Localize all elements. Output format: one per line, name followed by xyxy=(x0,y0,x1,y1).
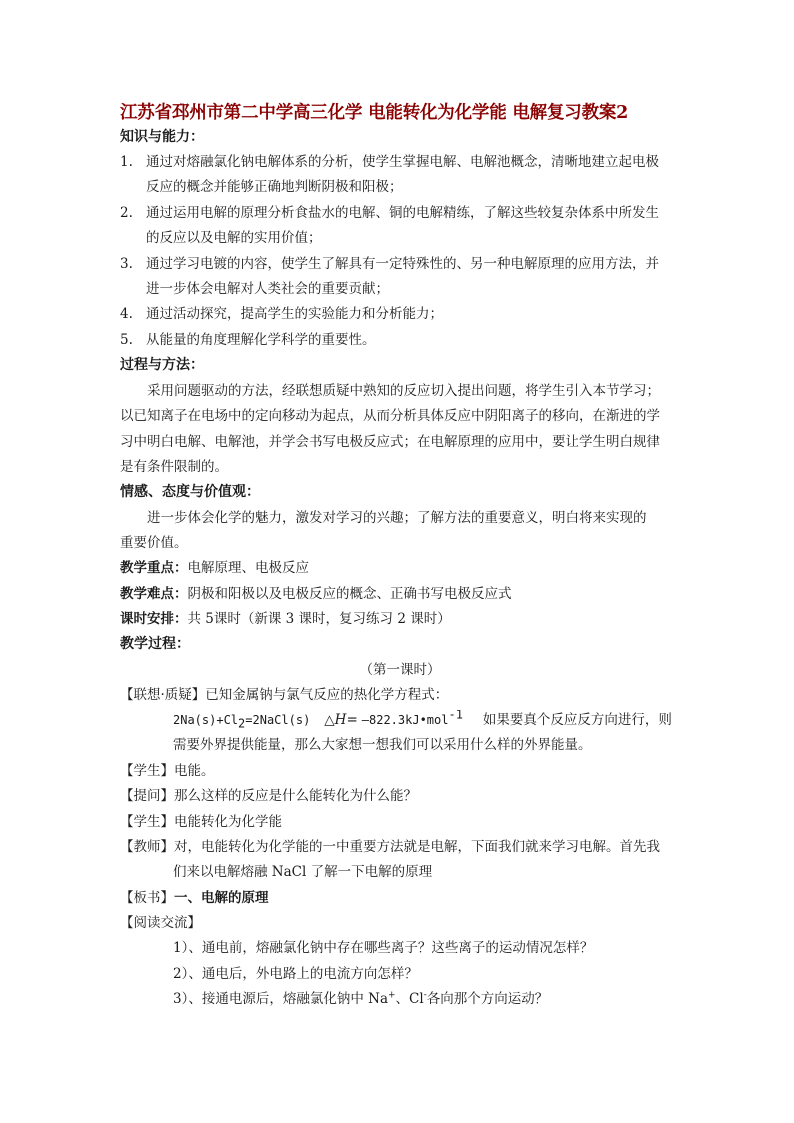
key-point-text: 电解原理、电极反应 xyxy=(187,560,309,576)
item-number: 5. xyxy=(120,332,133,348)
dialogue-label: 【学生】 xyxy=(120,814,174,830)
knowledge-item-2-cont: 的反应以及电解的实用价值； xyxy=(146,230,322,246)
key-point-label: 教学重点： xyxy=(120,560,188,576)
reading-question-1: 1）、通电前，熔融氯化钠中存在哪些离子？这些离子的运动情况怎样？ xyxy=(173,940,594,956)
association-text: 已知金属钠与氯气反应的热化学方程式： xyxy=(205,687,449,703)
question-3-part-b: 、Cl xyxy=(395,991,424,1007)
item-text: 通过对熔融氯化钠电解体系的分析，使学生掌握电解、电解池概念，清晰地建立起电极 xyxy=(146,154,659,170)
process-line: 是有条件限制的。 xyxy=(120,459,228,475)
board-text: 一、电解的原理 xyxy=(174,890,269,906)
reading-label: 【阅读交流】 xyxy=(120,915,201,931)
association-cont-1: 如果要真个反应反方向进行，则 xyxy=(482,712,672,728)
key-point xyxy=(120,558,680,578)
teacher-line-cont: 们来以电解熔融 NaCl 了解一下电解的原理 xyxy=(173,864,433,880)
chloride-charge: - xyxy=(423,990,427,1001)
delta-h: △H= xyxy=(324,712,358,728)
dialogue-text: 电能。 xyxy=(174,763,215,779)
process-heading: 过程与方法： xyxy=(120,357,204,373)
item-text: 通过活动探究，提高学生的实验能力和分析能力； xyxy=(146,306,443,322)
board-label: 【板书】 xyxy=(120,890,174,906)
reading-question-2: 2）、通电后，外电路上的电流方向怎样？ xyxy=(173,966,418,982)
item-number: 3. xyxy=(120,256,133,272)
teaching-process-heading: 教学过程： xyxy=(120,636,190,652)
enthalpy-value: —822.3kJ•mol xyxy=(361,713,449,727)
enthalpy-unit-superscript: -1 xyxy=(448,710,463,722)
lesson-title: （第一课时） xyxy=(359,662,441,678)
equation-subscript: 2 xyxy=(238,716,246,730)
difficulty xyxy=(120,584,680,604)
equation-right: =2NaCl(s) xyxy=(245,713,311,727)
knowledge-item-1 xyxy=(120,152,680,172)
association-cont-2: 需要外界提供能量，那么大家想一想我们可以采用什么样的外界能量。 xyxy=(173,737,592,753)
item-number: 4. xyxy=(120,306,133,322)
reading-question-3 xyxy=(173,989,683,1009)
sodium-charge: + xyxy=(388,990,396,1001)
knowledge-item-2 xyxy=(120,203,680,223)
teacher-text: 对，电能转化为化学能的一中重要方法就是电解，下面我们就来学习电解。首先我 xyxy=(174,839,660,855)
question-line xyxy=(120,786,680,806)
dialogue-text: 电能转化为化学能 xyxy=(174,814,282,830)
board-line xyxy=(120,888,680,908)
knowledge-item-5 xyxy=(120,330,680,350)
student-line xyxy=(120,761,680,781)
item-number: 1. xyxy=(120,154,133,170)
knowledge-item-1-cont: 反应的概念并能够正确地判断阴极和阳极； xyxy=(146,179,403,195)
teacher-line xyxy=(120,837,680,857)
equation-left: 2Na(s)+Cl xyxy=(173,713,239,727)
question-3-part-c: 各向那个方向运动？ xyxy=(426,991,549,1007)
difficulty-label: 教学难点： xyxy=(120,586,188,602)
dialogue-text: 那么这样的反应是什么能转化为什么能？ xyxy=(174,788,417,804)
item-number: 2. xyxy=(120,205,133,221)
knowledge-item-4 xyxy=(120,304,680,324)
knowledge-item-3-cont: 进一步体会电解对人类社会的重要贡献； xyxy=(146,281,389,297)
teacher-label: 【教师】 xyxy=(120,839,174,855)
knowledge-item-3 xyxy=(120,254,680,274)
item-text: 通过学习电镀的内容，使学生了解具有一定特殊性的、另一种电解原理的应用方法，并 xyxy=(146,256,659,272)
process-line: 习中明白电解、电解池，并学会书写电极反应式；在电解原理的应用中，要让学生明白规律 xyxy=(120,434,660,450)
item-text: 从能量的角度理解化学科学的重要性。 xyxy=(146,332,376,348)
question-3-part-a: 3）、接通电源后，熔融氯化钠中 Na xyxy=(173,991,388,1007)
equation-line xyxy=(173,710,683,730)
process-line: 以已知离子在电场中的定向移动为起点，从而分析具体反应中阴阳离子的移向，在渐进的学 xyxy=(120,408,660,424)
association-line xyxy=(120,685,680,705)
association-label: 【联想·质疑】 xyxy=(120,687,206,703)
emotion-line: 重要价值。 xyxy=(120,535,188,551)
schedule-label: 课时安排： xyxy=(120,611,188,627)
document-title: 江苏省邳州市第二中学高三化学 电能转化为化学能 电解复习教案2 xyxy=(120,103,629,123)
dialogue-label: 【学生】 xyxy=(120,763,174,779)
difficulty-text: 阴极和阳极以及电极反应的概念、正确书写电极反应式 xyxy=(187,586,512,602)
schedule-text: 共 5课时（新课 3 课时，复习练习 2 课时） xyxy=(187,611,451,627)
knowledge-heading: 知识与能力： xyxy=(120,129,204,145)
dialogue-label: 【提问】 xyxy=(120,788,174,804)
emotion-line: 进一步体会化学的魅力，激发对学习的兴趣；了解方法的重要意义，明白将来实现的 xyxy=(147,510,647,526)
item-text: 通过运用电解的原理分析食盐水的电解、铜的电解精练，了解这些较复杂体系中所发生 xyxy=(146,205,659,221)
process-line: 采用问题驱动的方法，经联想质疑中熟知的反应切入提出问题，将学生引入本节学习； xyxy=(147,383,660,399)
student-line xyxy=(120,812,680,832)
schedule xyxy=(120,609,680,629)
emotion-heading: 情感、态度与价值观： xyxy=(120,484,260,500)
